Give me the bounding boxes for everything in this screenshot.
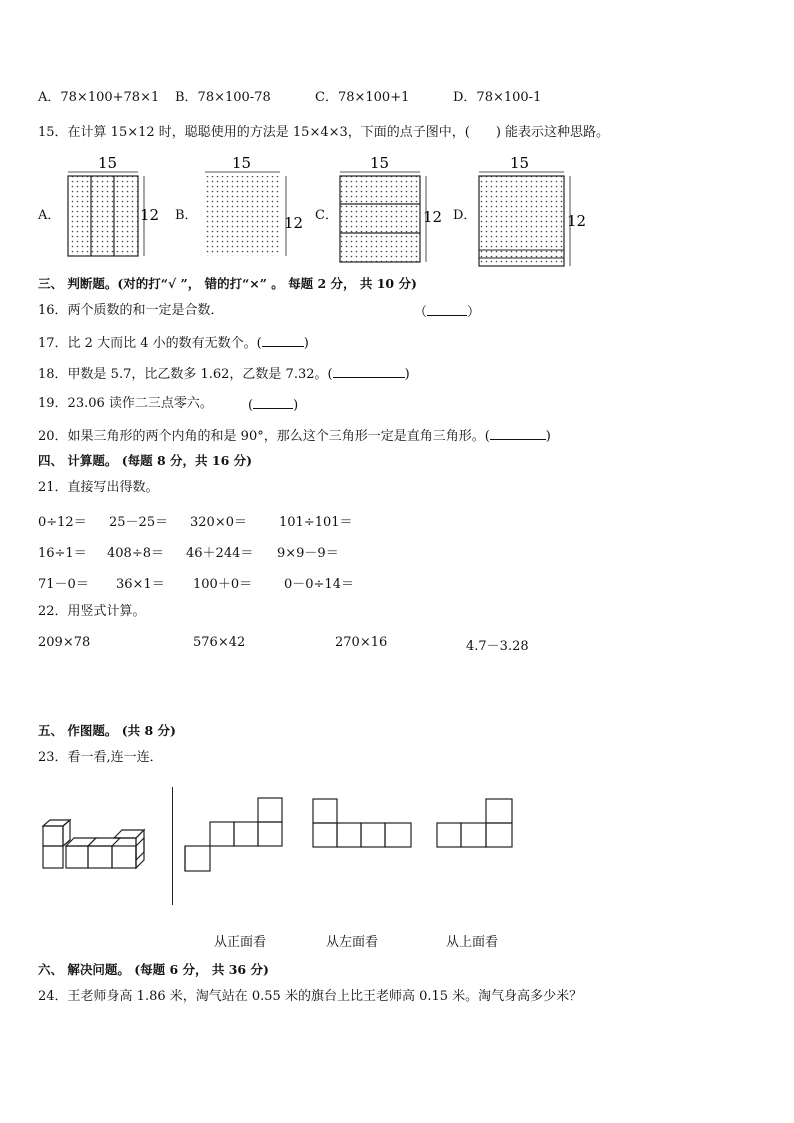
q14-option-c: C．78×100+1 bbox=[315, 90, 410, 105]
q21-title: 21．直接写出得数。 bbox=[38, 480, 159, 495]
dot-figure-b bbox=[200, 154, 310, 264]
dot-figure-d bbox=[474, 154, 586, 270]
q18-text: 18．甲数是 5.7，比乙数多 1.62，乙数是 7.32。( bbox=[38, 367, 333, 382]
calc-item: 25－25＝ bbox=[109, 515, 169, 530]
fig-d-width-label: 15 bbox=[510, 154, 530, 172]
q20-blank[interactable] bbox=[490, 427, 546, 440]
view-label-top: 从上面看 bbox=[446, 935, 499, 950]
q19-answer[interactable] bbox=[248, 396, 298, 414]
view-figure-3 bbox=[432, 795, 522, 855]
fig-c-width-label: 15 bbox=[370, 154, 390, 172]
calc-item: 101÷101＝ bbox=[279, 515, 353, 530]
view-figure-2 bbox=[308, 795, 418, 855]
q16-paren-close: ） bbox=[467, 305, 481, 320]
cube-stack-figure bbox=[38, 818, 163, 876]
calc-item: 408÷8＝ bbox=[107, 546, 164, 561]
vertical-calc-item: 576×42 bbox=[193, 635, 246, 650]
vertical-calc-item: 4.7－3.28 bbox=[466, 639, 529, 654]
q15-label-b: B． bbox=[175, 208, 198, 223]
q19-paren-close: ) bbox=[293, 398, 299, 413]
q16-blank[interactable] bbox=[427, 303, 467, 316]
calc-item: 100＋0＝ bbox=[193, 577, 253, 592]
vertical-calc-item: 209×78 bbox=[38, 635, 91, 650]
view-label-left: 从左面看 bbox=[326, 935, 379, 950]
fig-c-height-label: 12 bbox=[423, 208, 443, 226]
q24-text: 24．王老师身高 1.86 米，淘气站在 0.55 米的旗台上比王老师高 0.15 米。淘气身高多少米？ bbox=[38, 989, 583, 1004]
calc-item: 9×9－9＝ bbox=[277, 546, 339, 561]
figure-divider bbox=[172, 787, 173, 905]
view-figure-1 bbox=[180, 795, 290, 877]
fig-a-width-label: 15 bbox=[98, 154, 118, 172]
calc-item: 320×0＝ bbox=[190, 515, 247, 530]
section-4-title: 四、 计算题。 (每题 8 分，共 16 分) bbox=[38, 453, 253, 468]
q18-paren-close: ) bbox=[404, 367, 410, 382]
q17-paren-close: ) bbox=[303, 336, 309, 351]
q17-line bbox=[38, 334, 309, 352]
q19-text: 19．23.06 读作二三点零六。 bbox=[38, 396, 213, 411]
q15-label-c: C． bbox=[315, 208, 338, 223]
section-6-title: 六、 解决问题。 (每题 6 分， 共 36 分) bbox=[38, 962, 269, 977]
q15-text: 15．在计算 15×12 时，聪聪使用的方法是 15×4×3，下面的点子图中，( ) 能表示这种思路。 bbox=[38, 125, 610, 140]
fig-b-height-label: 12 bbox=[284, 214, 304, 232]
q17-blank[interactable] bbox=[262, 334, 304, 347]
q19-blank[interactable] bbox=[253, 396, 293, 409]
q18-line bbox=[38, 365, 410, 383]
q22-title: 22．用竖式计算。 bbox=[38, 604, 146, 619]
q23-title: 23．看一看,连一连． bbox=[38, 750, 163, 765]
q15-label-d: D． bbox=[453, 208, 477, 223]
vertical-calc-item: 270×16 bbox=[335, 635, 388, 650]
dot-figure-c bbox=[334, 154, 444, 264]
calc-item: 0－0÷14＝ bbox=[284, 577, 354, 592]
q14-option-a: A．78×100+78×1 bbox=[38, 90, 160, 105]
fig-b-width-label: 15 bbox=[232, 154, 252, 172]
calc-item: 0÷12＝ bbox=[38, 515, 87, 530]
q17-text: 17．比 2 大而比 4 小的数有无数个。( bbox=[38, 336, 262, 351]
q20-paren-close: ) bbox=[545, 429, 551, 444]
q14-option-b: B．78×100-78 bbox=[175, 90, 271, 105]
calc-item: 36×1＝ bbox=[116, 577, 165, 592]
q18-blank[interactable] bbox=[333, 365, 405, 378]
q19-paren-open: ( bbox=[248, 398, 254, 413]
calc-item: 16÷1＝ bbox=[38, 546, 87, 561]
section-3-title: 三、 判断题。(对的打“√ ”， 错的打“×” 。 每题 2 分， 共 10 分) bbox=[38, 276, 417, 291]
fig-a-height-label: 12 bbox=[140, 206, 160, 224]
q20-line bbox=[38, 427, 551, 445]
q14-option-d: D．78×100-1 bbox=[453, 90, 542, 105]
q16-text: 16．两个质数的和一定是合数． bbox=[38, 303, 224, 318]
fig-d-height-label: 12 bbox=[567, 212, 586, 230]
q15-label-a: A． bbox=[38, 208, 61, 223]
view-label-front: 从正面看 bbox=[214, 935, 267, 950]
calc-item: 71－0＝ bbox=[38, 577, 89, 592]
q20-text: 20．如果三角形的两个内角的和是 90°，那么这个三角形一定是直角三角形。( bbox=[38, 429, 490, 444]
q16-answer[interactable] bbox=[414, 303, 480, 321]
dot-figure-a bbox=[60, 154, 160, 264]
section-5-title: 五、 作图题。 (共 8 分) bbox=[38, 723, 176, 738]
calc-item: 46＋244＝ bbox=[186, 546, 254, 561]
q16-paren-open: （ bbox=[414, 305, 428, 320]
